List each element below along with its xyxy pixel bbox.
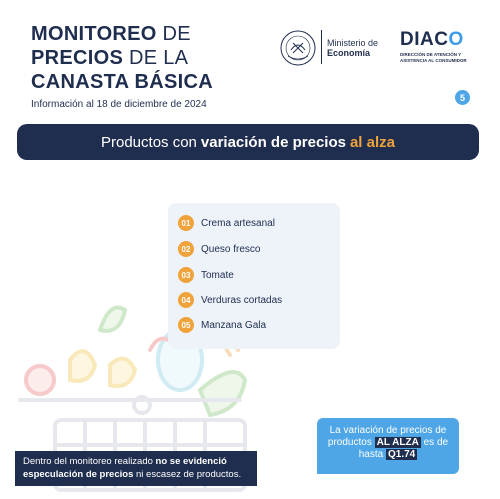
item-label: Tomate — [201, 269, 234, 281]
item-number: 03 — [178, 267, 194, 283]
list-item — [178, 292, 282, 308]
item-label: Crema artesanal — [201, 217, 275, 229]
logo-divider — [321, 30, 322, 64]
title-line-2: PRECIOS DE LA — [31, 47, 189, 69]
item-number: 04 — [178, 292, 194, 308]
section-banner: Productos con variación de precios al alza — [17, 124, 479, 160]
title-line-1: MONITOREO DE — [31, 23, 191, 45]
title-block — [31, 22, 213, 110]
ministry-logo: Ministerio de Economía — [327, 38, 379, 58]
page-number-badge: 5 — [455, 90, 470, 105]
diaco-logo: DIACO DIRECCIÓN DE ATENCIÓN Y ASISTENCIA AL CONSUMIDOR — [400, 29, 467, 63]
item-number: 02 — [178, 241, 194, 257]
list-item — [178, 317, 266, 333]
price-variation-note: La variación de precios de productos AL ALZA es de hasta Q1.74 — [317, 418, 459, 474]
item-number: 05 — [178, 317, 194, 333]
products-list-card — [168, 203, 340, 349]
list-item — [178, 267, 234, 283]
list-item — [178, 215, 275, 231]
item-number: 01 — [178, 215, 194, 231]
list-item — [178, 241, 260, 257]
item-label: Manzana Gala — [201, 319, 267, 331]
title-line-3: CANASTA BÁSICA — [31, 71, 213, 93]
guatemala-seal-icon — [280, 30, 316, 66]
monitoring-note: Dentro del monitoreo realizado no se evidenció especulación de precios ni escasez de productos. — [15, 451, 257, 486]
subtitle-date: Información al 18 de diciembre de 2024 — [31, 99, 207, 110]
item-label: Queso fresco — [201, 243, 261, 255]
item-label: Verduras cortadas — [201, 294, 283, 306]
